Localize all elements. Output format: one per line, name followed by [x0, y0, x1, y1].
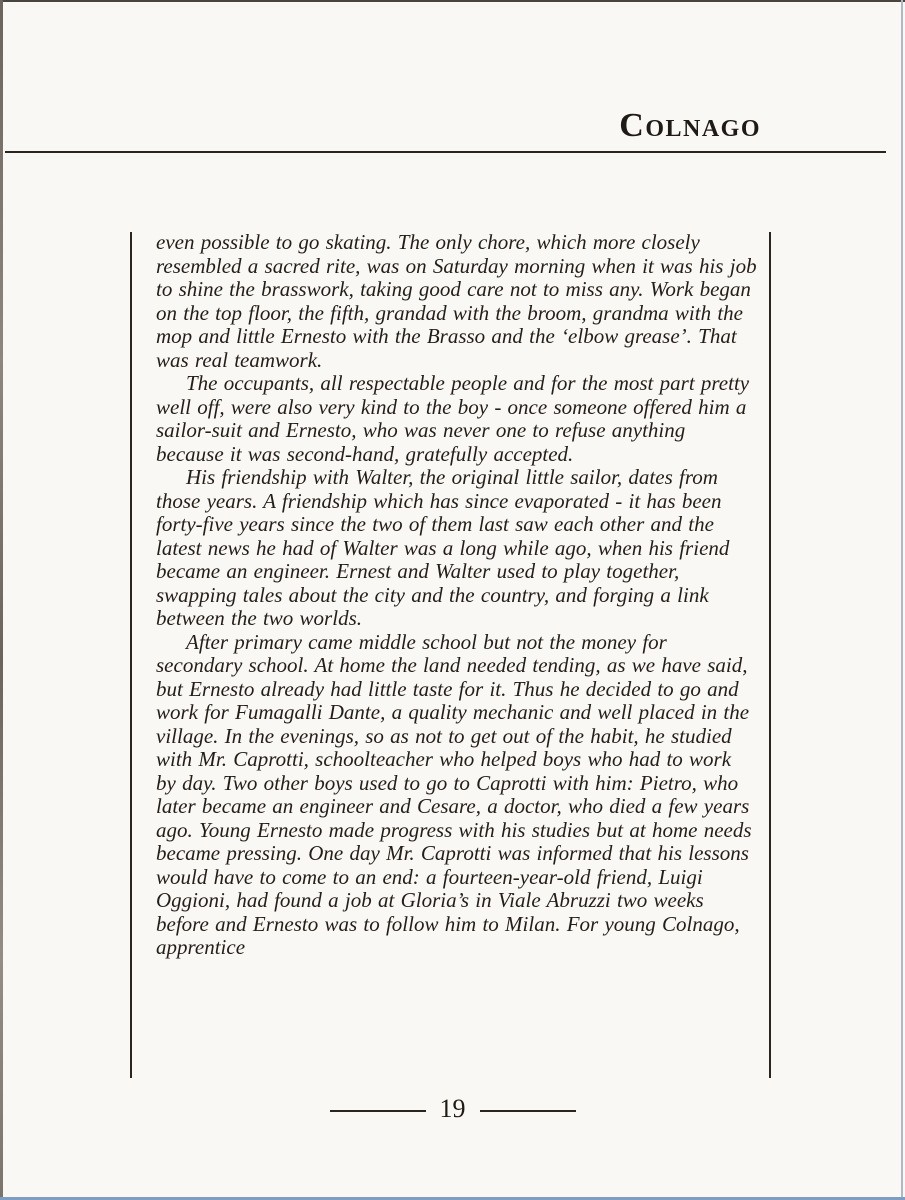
text-column-left-rule [130, 232, 132, 1078]
page-title: Colnago [619, 107, 761, 144]
paragraph: The occupants, all respectable people and for the most part pretty well off, were also very kind to the boy - once someone offered him a sailor-suit and Ernesto, who was never one to refuse anything because it was second-hand, gratefully accepted. [156, 371, 750, 466]
paragraph: His friendship with Walter, the original little sailor, dates from those years. A friendship which has since evaporated - it has been forty-five years since the two of them last saw each other and the latest news he had of Walter was a long while ago, when his friend became an engineer. Ernest and Walter used to play together, swapping tales about the city and the country, and forging a link between the two worlds. [156, 465, 730, 630]
page-number: 19 [439, 1094, 466, 1123]
page-footer [0, 1096, 905, 1126]
scan-edge-right [901, 0, 903, 1200]
scan-edge-top [0, 0, 905, 2]
text-column-right-rule [769, 232, 771, 1078]
paragraph: even possible to go skating. The only chore, which more closely resembled a sacred rite, was on Saturday morning when it was his job to shine the brasswork, taking good care not to miss any. Work began on the top floor, the fifth, grandad with the broom, grandma with the mop and little Ernesto with the Brasso and the ‘elbow grease’. That was real teamwork. [156, 230, 757, 372]
footer-dash-right [480, 1110, 576, 1112]
header-rule [5, 151, 886, 153]
footer-dash-left [330, 1110, 426, 1112]
scan-edge-left [0, 0, 3, 1200]
paragraph: After primary came middle school but not the money for secondary school. At home the land needed tending, as we have said, but Ernesto already had little taste for it. Thus he decided to go and work for Fumagalli Dante, a quality mechanic and well placed in the village. In the evenings, so as not to get out of the habit, he studied with Mr. Caprotti, schoolteacher who helped boys who had to work by day. Two other boys used to go to Caprotti with him: Pietro, who later became an engineer and Cesare, a doctor, who died a few years ago. Young Ernesto made progress with his studies but at home needs became pressing. One day Mr. Caprotti was informed that his lessons would have to come to an end: a fourteen-year-old friend, Luigi Oggioni, had found a job at Gloria’s in Viale Abruzzi two weeks before and Ernesto was to follow him to Milan. For young Colnago, apprentice [156, 629, 752, 959]
text-column [156, 231, 757, 960]
